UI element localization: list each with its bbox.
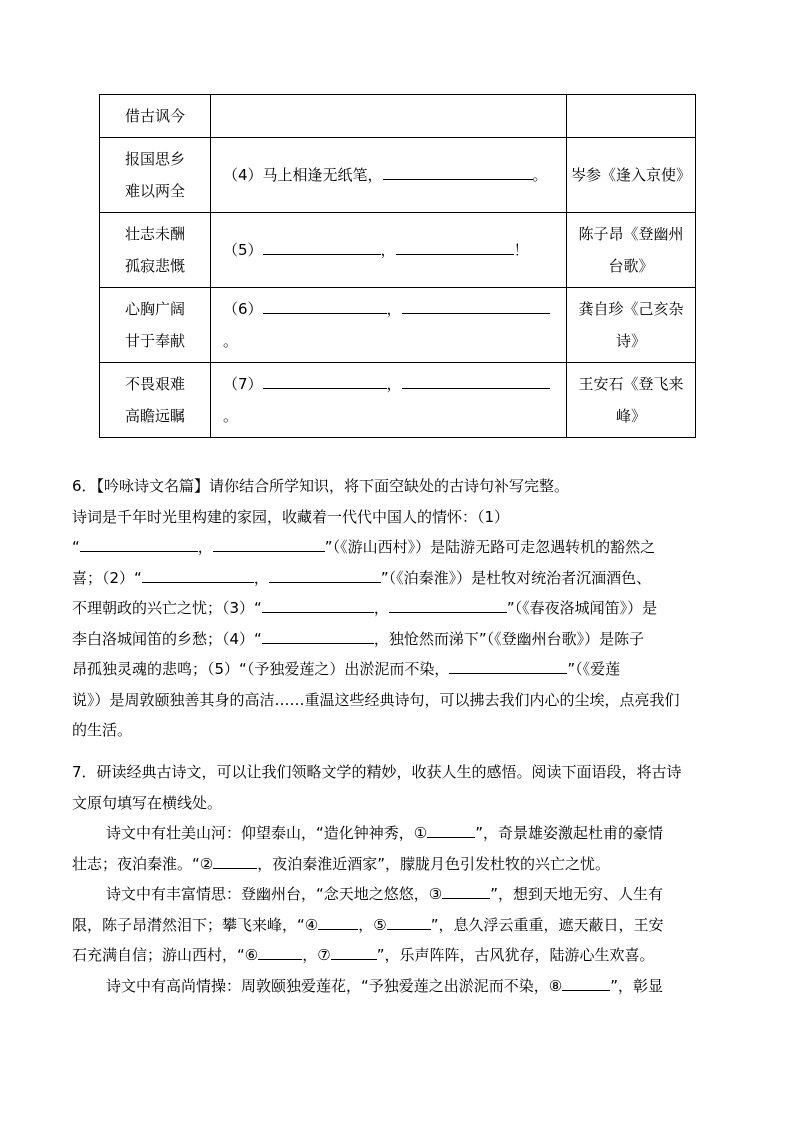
answer-blank[interactable] [562,975,610,991]
paragraph-line: 不理朝政的兴亡之忧；（3）“ ， ”（《春夜洛城闻笛》）是 [72,599,658,617]
question-heading: 7．研读经典古诗文，可以让我们领略文学的精妙，收获人生的感悟。阅读下面语段，将古诗 [72,763,682,781]
theme-cell: 不畏艰难 高瞻远瞩 [100,363,211,438]
verse-cell: （6） ， 。 [211,288,567,363]
source-cell: 王安石《登飞来 峰》 [567,363,696,438]
source-cell: 陈子昂《登幽州 台歌》 [567,213,696,288]
paragraph-line: 诗文中有丰富情思：登幽州台，“念天地之悠悠，③ ”，想到天地无穷、人生有 [106,885,664,903]
paragraph-line: 限，陈子昂潸然泪下；攀飞来峰，“④ ，⑤ ”，息久浮云重重，遮天蔽日，王安 [72,915,664,934]
paragraph-line: 诗文中有高尚情操：周敦颐独爱莲花，“予独爱莲之出淤泥而不染，⑧ ”，彰显 [106,976,664,995]
verse-cell: （4）马上相逢无纸笔， 。 [211,138,567,213]
paragraph-line: 喜；（2）“ ， ”（《泊秦淮》）是杜牧对统治者沉湎酒色、 [72,568,652,587]
answer-blank[interactable] [80,536,198,552]
answer-blank[interactable] [269,567,381,583]
paragraph-line: “ ， ”（《游山西村》）是陆游无路可走忽遇转机的豁然之 [72,538,656,556]
answer-blank[interactable] [262,628,374,644]
table-row [100,363,696,438]
paragraph-line: 壮志；夜泊秦淮。“② ，夜泊秦淮近酒家”，朦胧月色引发杜牧的兴亡之忧。 [72,854,611,873]
answer-blank[interactable] [263,373,387,389]
theme-cell: 借古讽今 [100,95,211,138]
theme-cell: 壮志未酬 孤寂悲慨 [100,213,211,288]
verse-cell: （7） ， 。 [211,363,567,438]
question-7 [72,757,728,1001]
paragraph-line: 诗词是千年时光里构建的家园，收藏着一代代中国人的情怀：（1） [72,507,510,526]
question-heading: 6．【吟咏诗文名篇】请你结合所学知识，将下面空缺处的古诗句补写完整。 [72,477,570,495]
paragraph-line: 文原句填写在横线处。 [72,793,223,812]
table-row [100,138,696,213]
source-cell: 龚自珍《己亥杂 诗》 [567,288,696,363]
source-cell: 岑参《逢入京使》 [567,138,696,213]
answer-blank[interactable] [427,822,475,838]
answer-blank[interactable] [263,298,387,314]
answer-blank[interactable] [449,658,567,674]
source-cell [567,95,696,138]
answer-blank[interactable] [142,567,254,583]
paragraph-line: 石充满自信；游山西村，“⑥ ，⑦ ”，乐声阵阵，古风犹存，陆游心生欢喜。 [72,946,655,964]
paragraph-line: 说》）是周敦颐独善其身的高洁……重温这些经典诗句，可以拂去我们内心的尘埃，点亮我们 [72,690,680,709]
answer-blank[interactable] [331,944,377,960]
table-row [100,95,696,138]
paragraph-line: 诗文中有壮美山河：仰望泰山，“造化钟神秀，① ”，奇景雄姿激起杜甫的豪情 [106,824,664,842]
answer-blank[interactable] [402,298,550,314]
answer-blank[interactable] [318,914,358,930]
answer-blank[interactable] [387,914,431,930]
answer-blank[interactable] [262,597,374,613]
poem-theme-table [99,94,696,438]
verse-cell [211,95,567,138]
paragraph-line: 昂孤独灵魂的悲鸣；（5）“（予独爱莲之）出淤泥而不染， ”（《爱莲 [72,660,621,678]
answer-blank[interactable] [213,536,325,552]
answer-blank[interactable] [402,373,550,389]
answer-blank[interactable] [389,597,507,613]
paragraph-line: 李白洛城闻笛的乡愁；（4）“ ，独怆然而涕下”（《登幽州台歌》）是陈子 [72,629,645,648]
theme-cell: 心胸广阔 甘于奉献 [100,288,211,363]
answer-blank[interactable] [442,883,490,899]
theme-cell: 报国思乡 难以两全 [100,138,211,213]
answer-blank[interactable] [258,944,302,960]
paragraph-line: 的生活。 [72,721,133,739]
answer-blank[interactable] [213,853,257,869]
answer-blank[interactable] [383,164,533,180]
verse-cell: （5） ， ！ [211,213,567,288]
table-row [100,288,696,363]
question-6 [72,471,728,746]
table-row [100,213,696,288]
answer-blank[interactable] [263,239,381,255]
answer-blank[interactable] [396,239,514,255]
